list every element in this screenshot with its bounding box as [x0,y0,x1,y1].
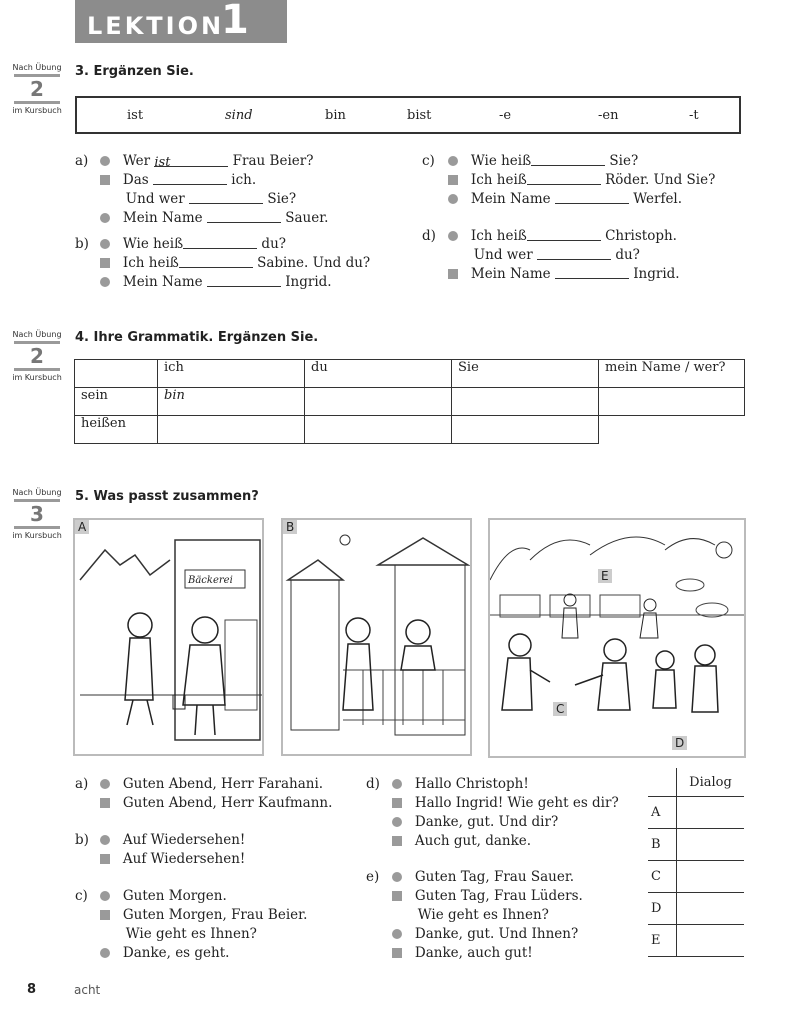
blank-field[interactable] [555,190,629,204]
cartoon-street-illustration [283,520,470,754]
dialog-c: Guten Morgen. Guten Morgen, Frau Beier. Wie geht es Ihnen? Danke, es geht. [100,887,307,963]
table-cell-answer[interactable] [452,416,599,444]
speaker-square-icon [448,175,458,185]
ex3-item-b-label: b) [75,236,89,252]
blank-field[interactable] [179,254,253,268]
speaker-square-icon [100,854,110,864]
dialog-a: Guten Abend, Herr Farahani. Guten Abend, Herr Kaufmann. [100,775,332,813]
blank-field[interactable] [555,265,629,279]
table-row-label: D [648,893,677,925]
table-header: du [305,360,452,388]
speaker-circle-icon [100,779,110,789]
picture-label: A [75,520,89,534]
dialog-answer-table [648,768,744,957]
picture-cde [488,518,746,758]
blank-field[interactable] [189,190,263,204]
ex3-item-c-label: c) [422,153,435,169]
side-note-number: 2 [30,344,44,368]
page-number-word: acht [74,983,101,997]
exercise-5-title: 5. Was passt zusammen? [75,489,259,504]
table-row [75,388,745,416]
speaker-circle-icon [100,156,110,166]
side-note-bottom: im Kursbuch [12,106,62,115]
table-cell [75,360,158,388]
table-cell-answer[interactable]: bin [158,388,305,416]
table-row-label: A [648,797,677,829]
speaker-circle-icon [100,835,110,845]
blank-field[interactable] [527,171,601,185]
blank-field[interactable] [153,171,227,185]
speaker-square-icon [100,258,110,268]
dialog-a-label: a) [75,776,89,792]
dialog-d-label: d) [366,776,380,792]
side-note-ex3 [12,63,62,115]
dialog-e-label: e) [366,869,380,885]
picture-b [281,518,472,756]
exercise-4-title: 4. Ihre Grammatik. Ergänzen Sie. [75,330,319,345]
word-bank-item: bist [407,108,432,123]
word-bank-item: -e [499,108,512,123]
table-row-label: heißen [75,416,158,444]
picture-label: E [598,569,612,583]
speaker-square-icon [392,836,402,846]
speaker-circle-icon [392,872,402,882]
table-header: ich [158,360,305,388]
lesson-number: 1 [221,0,249,43]
speaker-square-icon [100,910,110,920]
table-row-label: C [648,861,677,893]
side-note-ex5 [12,488,62,540]
ex3-item-d: Ich heiß Christoph. Und wer du? Mein Name Ingrid. [448,227,680,284]
side-note-top: Nach Übung [12,488,62,497]
side-note-top: Nach Übung [12,330,62,339]
word-bank-item: -en [598,108,619,123]
side-note-bottom: im Kursbuch [12,373,62,382]
speaker-square-icon [100,175,110,185]
word-bank-item: sind [225,108,253,123]
picture-a [73,518,264,756]
grammar-table [74,359,745,444]
table-cell [648,768,677,797]
blank-field[interactable] [537,246,611,260]
blank-field[interactable] [207,209,281,223]
speaker-circle-icon [392,929,402,939]
dialog-e: Guten Tag, Frau Sauer. Guten Tag, Frau Lüders. Wie geht es Ihnen? Danke, gut. Und Ihnen? Danke, auch gut! [392,868,583,963]
answer-cell[interactable] [677,925,745,957]
answer-cell[interactable] [677,893,745,925]
dialog-d: Hallo Christoph! Hallo Ingrid! Wie geht es dir? Danke, gut. Und dir? Auch gut, danke. [392,775,619,851]
side-note-bottom: im Kursbuch [12,531,62,540]
blank-field[interactable] [207,273,281,287]
table-cell-answer[interactable] [452,388,599,416]
speaker-square-icon [392,798,402,808]
side-note-ex4 [12,330,62,382]
speaker-square-icon [392,948,402,958]
speaker-circle-icon [392,779,402,789]
side-note-number: 2 [30,77,44,101]
blank-field[interactable]: ist [154,153,228,167]
speaker-circle-icon [100,239,110,249]
table-row [75,360,745,388]
table-row-label: E [648,925,677,957]
speaker-circle-icon [448,194,458,204]
dialog-b: Auf Wiedersehen! Auf Wiedersehen! [100,831,245,869]
table-header: mein Name / wer? [599,360,745,388]
answer-cell[interactable] [677,829,745,861]
blank-field[interactable] [527,227,601,241]
speaker-circle-icon [448,156,458,166]
cartoon-bakery-illustration [75,520,262,754]
table-header: Dialog [677,768,745,797]
ex3-item-a-label: a) [75,153,89,169]
speaker-square-icon [392,891,402,901]
side-note-number: 3 [30,502,44,526]
ex3-item-c: Wie heiß Sie? Ich heiß Röder. Und Sie? Mein Name Werfel. [448,152,715,209]
page-number: 8 [27,982,37,997]
speaker-circle-icon [100,277,110,287]
blank-field[interactable] [531,152,605,166]
lesson-word: LEKTION [87,12,225,40]
exercise-3-title: 3. Ergänzen Sie. [75,64,194,79]
ex3-item-b: Wie heiß du? Ich heiß Sabine. Und du? Mein Name Ingrid. [100,235,370,292]
picture-label: C [553,702,567,716]
table-row [75,416,745,444]
word-bank-item: ist [127,108,144,123]
table-cell-answer[interactable] [305,416,452,444]
table-cell-answer[interactable] [305,388,452,416]
speaker-circle-icon [392,817,402,827]
table-cell-answer[interactable] [599,388,745,416]
shop-sign: Bäckerei [188,575,233,586]
blank-field[interactable] [183,235,257,249]
table-cell-empty [599,416,745,444]
picture-label: B [283,520,297,534]
speaker-circle-icon [448,231,458,241]
speaker-circle-icon [100,948,110,958]
table-row-label: sein [75,388,158,416]
table-cell-answer[interactable] [158,416,305,444]
speaker-square-icon [448,269,458,279]
speaker-square-icon [100,798,110,808]
answer-cell[interactable] [677,797,745,829]
speaker-circle-icon [100,213,110,223]
cartoon-station-illustration [490,520,744,756]
dialog-b-label: b) [75,832,89,848]
word-bank-item: bin [325,108,346,123]
side-note-top: Nach Übung [12,63,62,72]
word-bank [75,96,741,134]
dialog-c-label: c) [75,888,88,904]
word-bank-item: -t [689,108,699,123]
lesson-banner [75,0,287,43]
answer-cell[interactable] [677,861,745,893]
speaker-circle-icon [100,891,110,901]
ex3-item-d-label: d) [422,228,436,244]
ex3-item-a: Wer ist Frau Beier? Das ich. Und wer Sie? Mein Name Sauer. [100,152,328,228]
picture-label: D [672,736,687,750]
table-header: Sie [452,360,599,388]
table-row-label: B [648,829,677,861]
